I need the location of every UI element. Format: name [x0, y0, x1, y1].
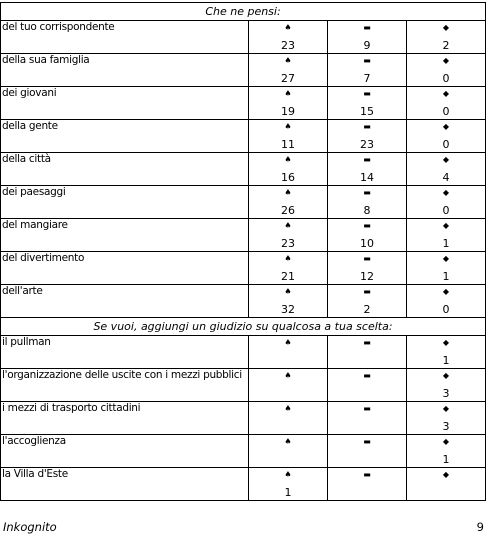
rating-cell-mid: [328, 336, 407, 369]
spade-icon: ♠: [284, 338, 292, 347]
diamond-icon: ◆: [442, 437, 450, 446]
diamond-icon: ◆: [442, 371, 450, 380]
row-label: dei giovani: [1, 87, 249, 120]
rating-count: 1: [442, 354, 450, 367]
dash-icon: ▬: [363, 470, 371, 479]
rating-cell-mid: [328, 54, 407, 87]
spade-icon: ♠: [284, 437, 292, 446]
rating-cell-mid: [328, 252, 407, 285]
row-label: dell'arte: [1, 285, 249, 318]
rating-cell-plus: [249, 186, 328, 219]
table-row: [1, 285, 486, 318]
table-row: [1, 336, 486, 369]
rating-cell-minus: [407, 120, 486, 153]
row-label: del tuo corrispondente: [1, 21, 249, 54]
survey-table: [0, 2, 486, 501]
rating-count: 11: [281, 138, 295, 151]
rating-count: 2: [442, 39, 450, 52]
table-row: [1, 468, 486, 501]
rating-count: 0: [442, 204, 450, 217]
rating-cell-minus: [407, 435, 486, 468]
spade-icon: ♠: [284, 470, 292, 479]
row-label: dei paesaggi: [1, 186, 249, 219]
rating-count: 19: [281, 105, 295, 118]
spade-icon: ♠: [284, 188, 292, 197]
rating-cell-plus: [249, 153, 328, 186]
spade-icon: ♠: [284, 404, 292, 413]
rating-cell-minus: [407, 402, 486, 435]
row-label: l'accoglienza: [1, 435, 249, 468]
diamond-icon: ◆: [442, 404, 450, 413]
table-row: [1, 54, 486, 87]
rating-count: 4: [442, 171, 450, 184]
diamond-icon: ◆: [442, 89, 450, 98]
rating-count: 15: [360, 105, 374, 118]
row-label: della città: [1, 153, 249, 186]
dash-icon: ▬: [363, 89, 371, 98]
rating-cell-plus: [249, 120, 328, 153]
spade-icon: ♠: [284, 56, 292, 65]
rating-count: 14: [360, 171, 374, 184]
rating-count: 2: [363, 303, 371, 316]
rating-cell-mid: [328, 219, 407, 252]
rating-count: 0: [442, 72, 450, 85]
diamond-icon: ◆: [442, 23, 450, 32]
section-header-custom: Se vuoi, aggiungi un giudizio su qualcosa a tua scelta:: [1, 318, 486, 336]
rating-cell-plus: [249, 336, 328, 369]
row-label: la Villa d'Este: [1, 468, 249, 501]
rating-count: 26: [281, 204, 295, 217]
rating-cell-mid: [328, 153, 407, 186]
rating-count: 27: [281, 72, 295, 85]
dash-icon: ▬: [363, 188, 371, 197]
rating-count: 0: [442, 105, 450, 118]
rating-cell-minus: [407, 336, 486, 369]
rating-count: 21: [281, 270, 295, 283]
table-row: [1, 402, 486, 435]
rating-cell-mid: [328, 21, 407, 54]
rating-cell-mid: [328, 468, 407, 501]
diamond-icon: ◆: [442, 338, 450, 347]
table-row: [1, 219, 486, 252]
dash-icon: ▬: [363, 221, 371, 230]
rating-cell-plus: [249, 369, 328, 402]
rating-cell-minus: [407, 468, 486, 501]
rating-count: 1: [442, 453, 450, 466]
row-label: della gente: [1, 120, 249, 153]
dash-icon: ▬: [363, 155, 371, 164]
row-label: i mezzi di trasporto cittadini: [1, 402, 249, 435]
table-row: [1, 435, 486, 468]
spade-icon: ♠: [284, 221, 292, 230]
rating-count: 7: [363, 72, 371, 85]
rating-cell-mid: [328, 369, 407, 402]
rating-cell-minus: [407, 21, 486, 54]
rating-cell-minus: [407, 369, 486, 402]
spade-icon: ♠: [284, 155, 292, 164]
dash-icon: ▬: [363, 338, 371, 347]
dash-icon: ▬: [363, 254, 371, 263]
row-label: del mangiare: [1, 219, 249, 252]
rating-cell-mid: [328, 285, 407, 318]
table-row: [1, 21, 486, 54]
rating-cell-mid: [328, 120, 407, 153]
table-row: [1, 153, 486, 186]
rating-cell-mid: [328, 402, 407, 435]
spade-icon: ♠: [284, 287, 292, 296]
rating-cell-minus: [407, 153, 486, 186]
rating-cell-plus: [249, 54, 328, 87]
diamond-icon: ◆: [442, 56, 450, 65]
diamond-icon: ◆: [442, 470, 450, 479]
dash-icon: ▬: [363, 404, 371, 413]
diamond-icon: ◆: [442, 254, 450, 263]
section-header-opinions: Che ne pensi:: [1, 3, 486, 21]
diamond-icon: ◆: [442, 221, 450, 230]
row-label: il pullman: [1, 336, 249, 369]
spade-icon: ♠: [284, 254, 292, 263]
rating-count: 3: [442, 420, 450, 433]
table-row: [1, 369, 486, 402]
dash-icon: ▬: [363, 287, 371, 296]
rating-cell-plus: [249, 87, 328, 120]
rating-cell-plus: [249, 435, 328, 468]
rating-count: 9: [363, 39, 371, 52]
footer-publication-name: Inkognito: [3, 520, 57, 534]
rating-cell-plus: [249, 402, 328, 435]
rating-cell-plus: [249, 285, 328, 318]
table-row: [1, 252, 486, 285]
dash-icon: ▬: [363, 23, 371, 32]
rating-cell-minus: [407, 54, 486, 87]
dash-icon: ▬: [363, 56, 371, 65]
rating-count: 0: [442, 138, 450, 151]
rating-cell-plus: [249, 21, 328, 54]
spade-icon: ♠: [284, 122, 292, 131]
spade-icon: ♠: [284, 371, 292, 380]
rating-count: 1: [442, 237, 450, 250]
rating-count: 1: [442, 270, 450, 283]
spade-icon: ♠: [284, 89, 292, 98]
rating-cell-minus: [407, 219, 486, 252]
rating-cell-mid: [328, 186, 407, 219]
diamond-icon: ◆: [442, 122, 450, 131]
rating-count: 32: [281, 303, 295, 316]
table-row: [1, 120, 486, 153]
rating-cell-mid: [328, 435, 407, 468]
diamond-icon: ◆: [442, 188, 450, 197]
rating-cell-minus: [407, 285, 486, 318]
rating-count: 8: [363, 204, 371, 217]
row-label: del divertimento: [1, 252, 249, 285]
rating-count: 23: [281, 237, 295, 250]
rating-count: 23: [360, 138, 374, 151]
dash-icon: ▬: [363, 371, 371, 380]
table-row: [1, 186, 486, 219]
rating-count: 12: [360, 270, 374, 283]
row-label: l'organizzazione delle uscite con i mezzi pubblici: [1, 369, 249, 402]
rating-cell-plus: [249, 219, 328, 252]
diamond-icon: ◆: [442, 155, 450, 164]
rating-count: 16: [281, 171, 295, 184]
rating-count: 1: [284, 486, 292, 499]
rating-cell-mid: [328, 87, 407, 120]
dash-icon: ▬: [363, 122, 371, 131]
rating-count: 10: [360, 237, 374, 250]
rating-cell-plus: [249, 468, 328, 501]
rating-count: 23: [281, 39, 295, 52]
diamond-icon: ◆: [442, 287, 450, 296]
spade-icon: ♠: [284, 23, 292, 32]
footer-page-number: 9: [476, 520, 484, 534]
dash-icon: ▬: [363, 437, 371, 446]
rating-count: 3: [442, 387, 450, 400]
rating-cell-minus: [407, 87, 486, 120]
table-row: [1, 87, 486, 120]
rating-cell-plus: [249, 252, 328, 285]
rating-count: 0: [442, 303, 450, 316]
rating-cell-minus: [407, 186, 486, 219]
row-label: della sua famiglia: [1, 54, 249, 87]
rating-cell-minus: [407, 252, 486, 285]
